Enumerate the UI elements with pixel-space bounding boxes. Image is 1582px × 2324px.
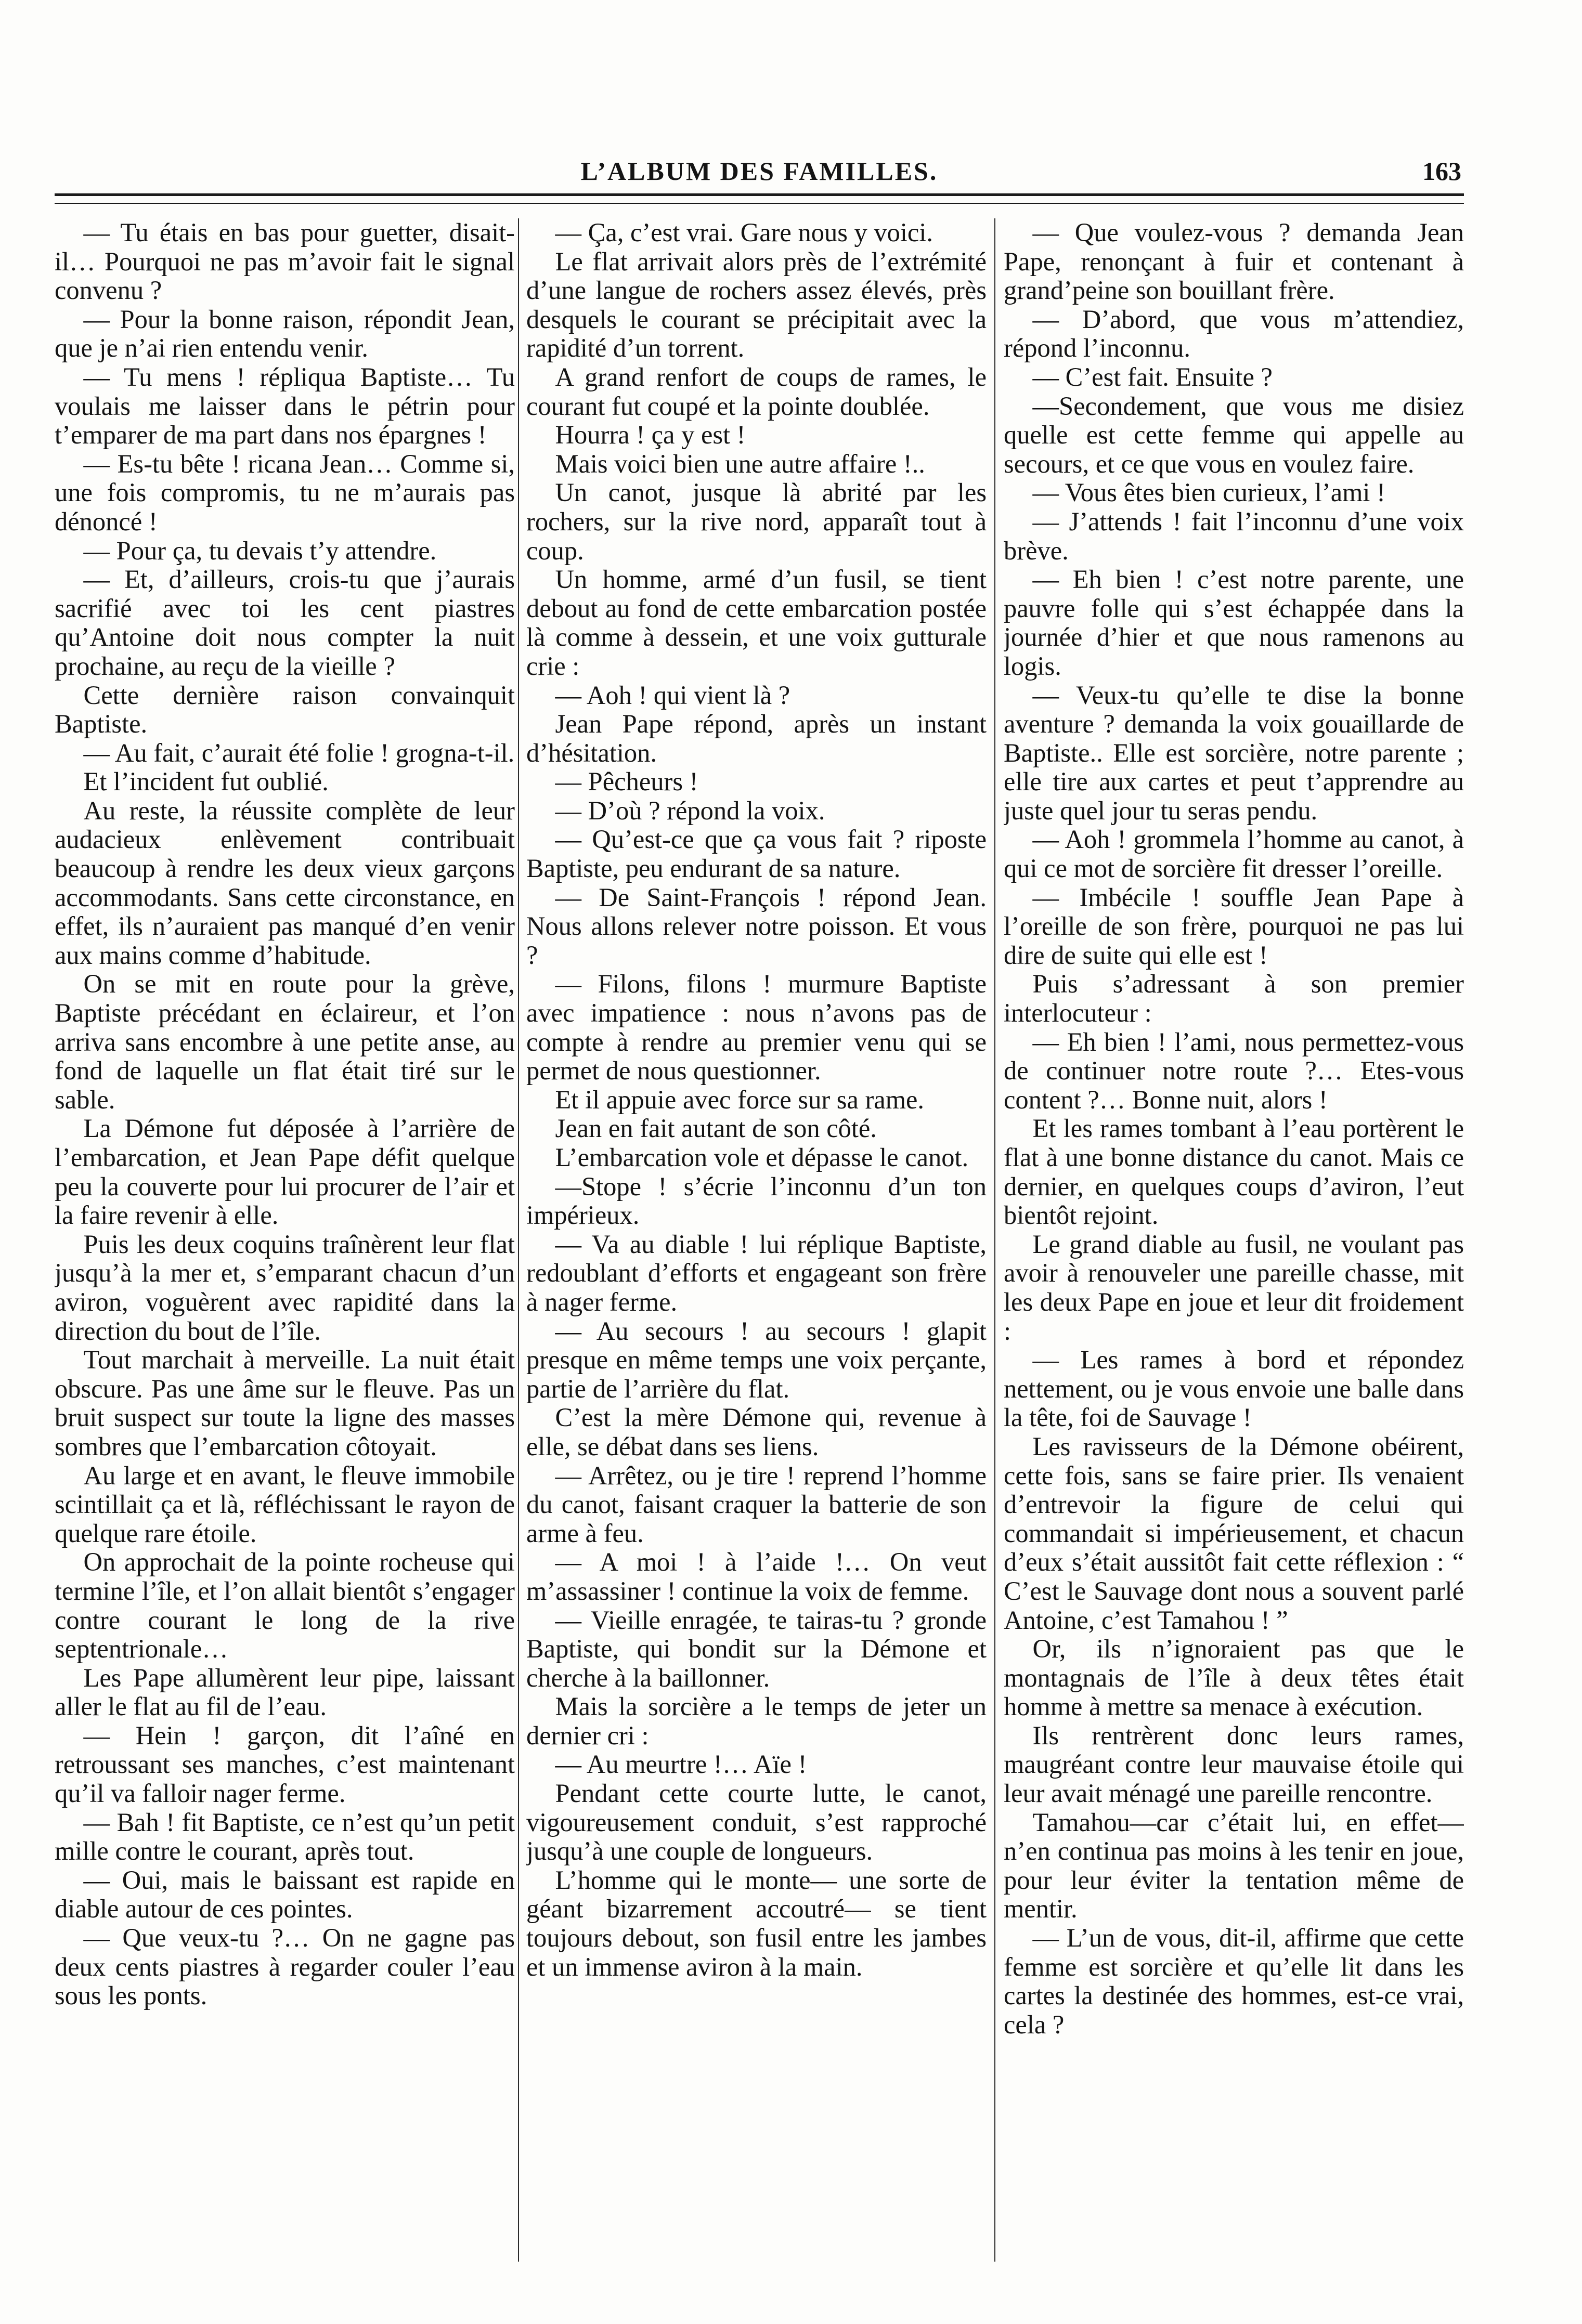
- paragraph: C’est la mère Démone qui, revenue à elle, se débat dans ses liens.: [526, 1403, 987, 1461]
- paragraph: L’embarcation vole et dépasse le canot.: [555, 1143, 969, 1172]
- paragraph: — Filons, filons ! murmure Baptiste avec impatience : nous n’avons pas de compte à rendre au premier venu qui se permet de nous questionner.: [526, 969, 987, 1086]
- paragraph: Or, ils n’ignoraient pas que le montagnais de l’île à deux têtes était homme à mettre sa menace à exécution.: [1004, 1634, 1464, 1721]
- column-divider: [518, 218, 519, 2262]
- paragraph: — Pêcheurs !: [555, 767, 698, 797]
- paragraph: — Ça, c’est vrai. Gare nous y voici.: [555, 218, 933, 247]
- text-column-1: [55, 218, 515, 2262]
- paragraph: — Es-tu bête ! ricana Jean… Comme si, une fois compromis, tu ne m’aurais pas dénoncé !: [55, 449, 515, 536]
- paragraph: — Eh bien ! l’ami, nous permettez-vous de continuer notre route ?… Etes-vous content ?… Bonne nuit, alors !: [1004, 1027, 1464, 1114]
- paragraph: — Qu’est-ce que ça vous fait ? riposte Baptiste, peu endurant de sa nature.: [526, 825, 987, 883]
- paragraph: — Vieille enragée, te tairas-tu ? gronde Baptiste, qui bondit sur la Démone et cherche à la baillonner.: [526, 1605, 987, 1692]
- paragraph: Au large et en avant, le fleuve immobile scintillait ça et là, réfléchissant le rayon de quelque rare étoile.: [55, 1460, 515, 1548]
- paragraph: — Veux-tu qu’elle te dise la bonne aventure ? demanda la voix gouaillarde de Baptiste.. Elle est sorcière, notre parente ; elle tire aux cartes et peut t’apprendre au juste quel jour tu seras pendu.: [1004, 680, 1464, 825]
- paragraph: — Et, d’ailleurs, crois-tu que j’aurais sacrifié avec toi les cent piastres qu’Antoine doit nous compter la nuit prochaine, au reçu de la vieille ?: [55, 565, 515, 681]
- paragraph: — Tu mens ! répliqua Baptiste… Tu voulais me laisser dans le pétrin pour t’emparer de ma part dans nos épargnes !: [55, 362, 515, 450]
- paragraph: — Pour la bonne raison, répondit Jean, que je n’ai rien entendu venir.: [55, 304, 515, 363]
- paragraph: Et l’incident fut oublié.: [83, 767, 329, 797]
- paragraph: L’homme qui le monte— une sorte de géant bizarrement accoutré— se tient toujours debout, son fusil entre les jambes et un immense aviron à la main.: [526, 1865, 987, 1981]
- paragraph: Et il appuie avec force sur sa rame.: [555, 1085, 925, 1114]
- paragraph: Un canot, jusque là abrité par les rochers, sur la rive nord, apparaît tout à coup.: [526, 478, 987, 565]
- paragraph: — Pour ça, tu devais t’y attendre.: [83, 536, 437, 565]
- paragraph: Cette dernière raison convainquit Baptiste.: [55, 680, 515, 739]
- header-rule-thick: [55, 193, 1464, 196]
- paragraph: Jean en fait autant de son côté.: [555, 1114, 877, 1143]
- paragraph: — Au meurtre !… Aïe !: [555, 1749, 807, 1779]
- paragraph: Tout marchait à merveille. La nuit était obscure. Pas une âme sur le fleuve. Pas un bruit suspect sur toute la ligne des masses sombres que l’embarcation côtoyait.: [55, 1345, 515, 1461]
- paragraph: — Les rames à bord et répondez nettement, ou je vous envoie une balle dans la tête, foi de Sauvage !: [1004, 1345, 1464, 1432]
- paragraph: Tamahou—car c’était lui, en effet— n’en continua pas moins à les tenir en joue, pour leur éviter la tentation même de mentir.: [1004, 1807, 1464, 1924]
- paragraph: — Vous êtes bien curieux, l’ami !: [1032, 478, 1385, 507]
- paragraph: —Stope ! s’écrie l’inconnu d’un ton impérieux.: [526, 1171, 987, 1230]
- paragraph: Hourra ! ça y est !: [555, 420, 746, 450]
- paragraph: — Hein ! garçon, dit l’aîné en retroussant ses manches, c’est maintenant qu’il va falloir nager ferme.: [55, 1720, 515, 1808]
- paragraph: — Au fait, c’aurait été folie ! grogna-t-il.: [83, 738, 515, 767]
- paragraph: Puis les deux coquins traînèrent leur flat jusqu’à la mer et, s’emparant chacun d’un aviron, voguèrent avec rapidité dans la direction du bout de l’île.: [55, 1229, 515, 1346]
- paragraph: Mais voici bien une autre affaire !..: [555, 449, 925, 478]
- paragraph: — Aoh ! qui vient là ?: [555, 680, 790, 710]
- paragraph: Puis s’adressant à son premier interlocuteur :: [1004, 969, 1464, 1028]
- running-title: L’ALBUM DES FAMILLES.: [580, 156, 938, 186]
- paragraph: — Imbécile ! souffle Jean Pape à l’oreille de son frère, pourquoi ne pas lui dire de suite qui elle est !: [1004, 882, 1464, 970]
- paragraph: On se mit en route pour la grève, Baptiste précédant en éclaireur, et l’on arriva sans encombre à une petite anse, au fond de laquelle un flat était tiré sur le sable.: [55, 969, 515, 1114]
- text-column-2: [526, 218, 987, 2262]
- paragraph: — Va au diable ! lui réplique Baptiste, redoublant d’efforts et engageant son frère à nager ferme.: [526, 1229, 987, 1316]
- paragraph: — De Saint-François ! répond Jean. Nous allons relever notre poisson. Et vous ?: [526, 882, 987, 970]
- paragraph: Et les rames tombant à l’eau portèrent le flat à une bonne distance du canot. Mais ce dernier, en quelques coups d’aviron, l’eut bientôt rejoint.: [1004, 1114, 1464, 1230]
- paragraph: — D’où ? répond la voix.: [555, 795, 825, 825]
- paragraph: — Que voulez-vous ? demanda Jean Pape, renonçant à fuir et contenant à grand’peine son bouillant frère.: [1004, 218, 1464, 305]
- paragraph: Le flat arrivait alors près de l’extrémité d’une langue de rochers assez élevés, près desquels le courant se précipitait avec la rapidité d’un torrent.: [526, 246, 987, 363]
- paragraph: A grand renfort de coups de rames, le courant fut coupé et la pointe doublée.: [526, 362, 987, 421]
- paragraph: —Secondement, que vous me disiez quelle est cette femme qui appelle au secours, et ce que vous en voulez faire.: [1004, 391, 1464, 478]
- paragraph: — Aoh ! grommela l’homme au canot, à qui ce mot de sorcière fit dresser l’oreille.: [1004, 825, 1464, 883]
- paragraph: — Oui, mais le baissant est rapide en diable autour de ces pointes.: [55, 1865, 515, 1924]
- paragraph: — A moi ! à l’aide !… On veut m’assassiner ! continue la voix de femme.: [526, 1547, 987, 1605]
- paragraph: — D’abord, que vous m’attendiez, répond l’inconnu.: [1004, 304, 1464, 363]
- paragraph: Jean Pape répond, après un instant d’hésitation.: [526, 709, 987, 767]
- paragraph: — L’un de vous, dit-il, affirme que cette femme est sorcière et qu’elle lit dans les cartes la destinée des hommes, est-ce vrai, cela ?: [1004, 1923, 1464, 2039]
- paragraph: — Bah ! fit Baptiste, ce n’est qu’un petit mille contre le courant, après tout.: [55, 1807, 515, 1866]
- paragraph: Au reste, la réussite complète de leur audacieux enlèvement contribuait beaucoup à rendre les deux vieux garçons accommodants. Sans cette circonstance, en effet, ils n’auraient pas manqué d’en venir aux mains comme d’habitude.: [55, 795, 515, 970]
- page-number: 163: [1422, 156, 1461, 186]
- paragraph: — C’est fait. Ensuite ?: [1032, 362, 1273, 391]
- paragraph: Mais la sorcière a le temps de jeter un dernier cri :: [526, 1692, 987, 1750]
- paragraph: Les ravisseurs de la Démone obéirent, cette fois, sans se faire prier. Ils venaient d’entrevoir la figure de celui qui commandait si impérieusement, et chacun d’eux s’était aussitôt fait cette réflexion : “ C’est le Sauvage dont nous a souvent parlé Antoine, c’est Tamahou ! ”: [1004, 1431, 1464, 1635]
- paragraph: — Arrêtez, ou je tire ! reprend l’homme du canot, faisant craquer la batterie de son arme à feu.: [526, 1460, 987, 1548]
- paragraph: Pendant cette courte lutte, le canot, vigoureusement conduit, s’est rapproché jusqu’à une couple de longueurs.: [526, 1779, 987, 1866]
- paragraph: — Tu étais en bas pour guetter, disait-il… Pourquoi ne pas m’avoir fait le signal convenu ?: [55, 218, 515, 305]
- column-divider: [994, 218, 995, 2262]
- paragraph: Le grand diable au fusil, ne voulant pas avoir à renouveler une pareille chasse, mit les deux Pape en joue et leur dit froidement :: [1004, 1229, 1464, 1346]
- paragraph: — Que veux-tu ?… On ne gagne pas deux cents piastres à regarder couler l’eau sous les ponts.: [55, 1923, 515, 2010]
- paragraph: Un homme, armé d’un fusil, se tient debout au fond de cette embarcation postée là comme à dessein, et une voix gutturale crie :: [526, 565, 987, 681]
- text-column-3: [1004, 218, 1464, 2262]
- paragraph: Les Pape allumèrent leur pipe, laissant aller le flat au fil de l’eau.: [55, 1663, 515, 1721]
- paragraph: — Eh bien ! c’est notre parente, une pauvre folle qui s’est échappée dans la journée d’hier et que nous ramenons au logis.: [1004, 565, 1464, 681]
- paragraph: — Au secours ! au secours ! glapit presque en même temps une voix perçante, partie de l’arrière du flat.: [526, 1316, 987, 1403]
- paragraph: On approchait de la pointe rocheuse qui termine l’île, et l’on allait bientôt s’engager contre courant le long de la rive septentrionale…: [55, 1547, 515, 1664]
- paragraph: Ils rentrèrent donc leurs rames, maugréant contre leur mauvaise étoile qui leur avait ménagé une pareille rencontre.: [1004, 1720, 1464, 1808]
- header-rule-thin: [55, 203, 1464, 204]
- paragraph: — J’attends ! fait l’inconnu d’une voix brève.: [1004, 506, 1464, 565]
- paragraph: La Démone fut déposée à l’arrière de l’embarcation, et Jean Pape défit quelque peu la couverte pour lui procurer de l’air et la faire revenir à elle.: [55, 1114, 515, 1230]
- page-header: [57, 156, 1461, 187]
